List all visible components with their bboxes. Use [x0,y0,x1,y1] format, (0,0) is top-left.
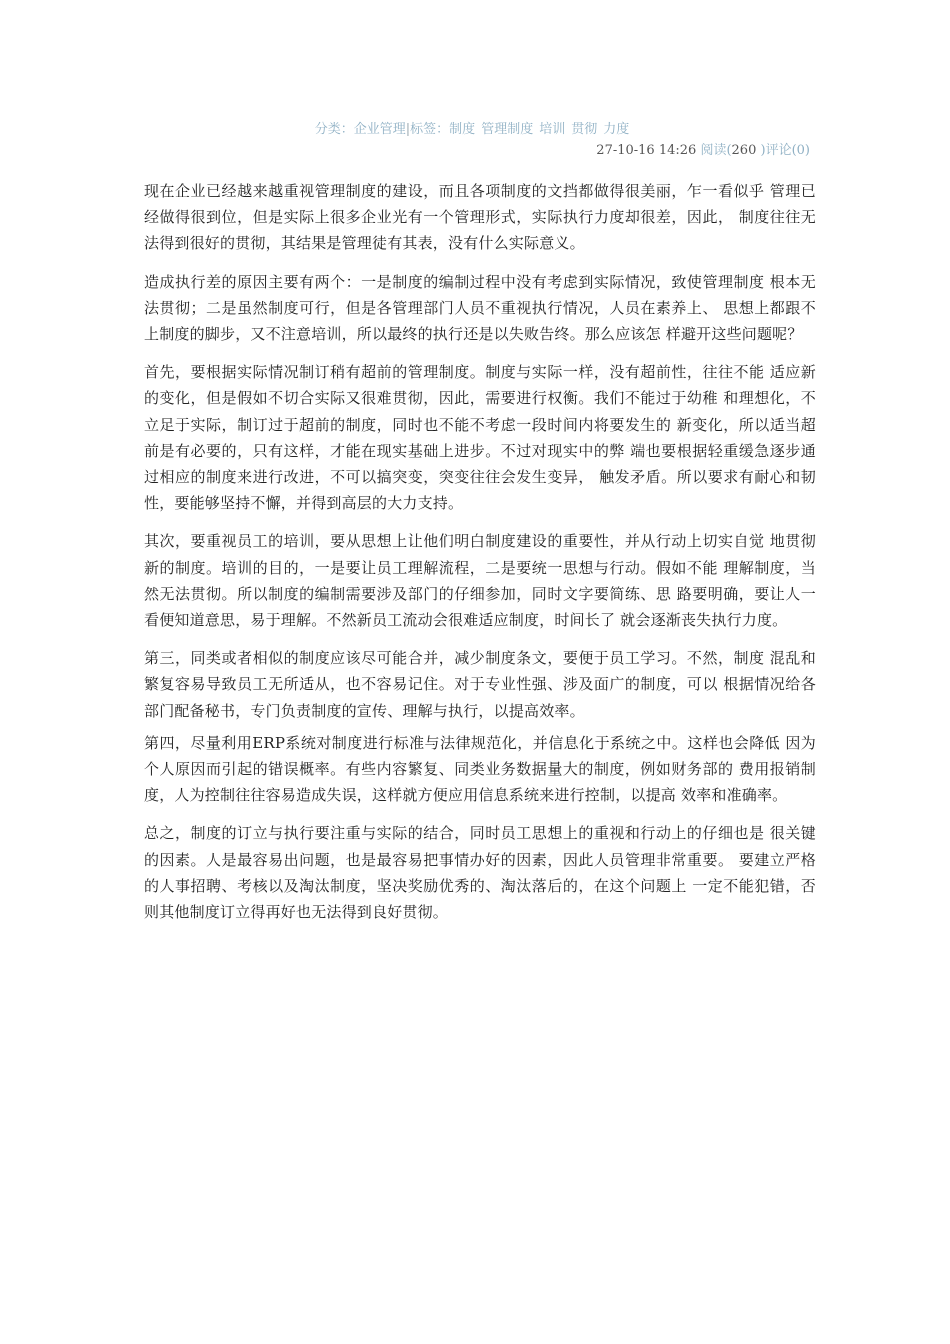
read-label: 阅读( [700,143,732,158]
tag-link[interactable]: 制度 [449,122,476,137]
article-body [144,178,816,925]
meta-separator: | [405,122,411,137]
article-paragraph: 第四，尽量利用ERP系统对制度进行标准与法律规范化，并信息化于系统之中。这样也会降低 因为个人原因而引起的错误概率。有些内容繁复、同类业务数据量大的制度，例如财务部的 费用报销制度，人为控制往往容易造成失误，这样就方便应用信息系统来进行控制，以提高 效率和准确率。 [144,733,816,805]
read-count: 260 [731,143,757,158]
post-meta [0,121,950,139]
article-paragraph: 总之，制度的订立与执行要注重与实际的结合，同时员工思想上的重视和行动上的仔细也是 很关键的因素。人是最容易出问题，也是最容易把事情办好的因素，因此人员管理非常重要。 要建立严格的人事招聘、考核以及淘汰制度，坚决奖励优秀的、淘汰落后的，在这个问题上 一定不能犯错，否则其他制度订立得再好也无法得到良好贯彻。 [144,824,816,922]
article-paragraph: 第三，同类或者相似的制度应该尽可能合并，减少制度条文，要便于员工学习。不然，制度 混乱和繁复容易导致员工无所适从，也不容易记住。对于专业性强、涉及面广的制度，可以 根据情况给各部门配备秘书，专门负责制度的宣传、理解与执行，以提高效率。 [144,649,816,720]
category-link[interactable]: 企业管理 [353,122,406,137]
tag-link[interactable]: 管理制度 [481,122,534,137]
post-date: 27-10-16 14:26 [596,143,697,158]
article-paragraph: 首先，要根据实际情况制订稍有超前的管理制度。制度与实际一样，没有超前性，往往不能 适应新的变化，但是假如不切合实际又很难贯彻，因此，需要进行权衡。我们不能过于幼稚 和理想化，不立足于实际，制订过于超前的制度，同时也不能不考虑一段时间内将要发生的 新变化，所以适当超前是有必要的，只有这样，才能在现实基础上进步。不过对现实中的弊 端也要根据轻重缓急逐步通过相应的制度来进行改进，不可以搞突变，突变往往会发生变异， 触发矛盾。所以要求有耐心和韧性，要能够坚持不懈，并得到高层的大力支持。 [144,363,816,513]
category-label: 分类： [314,122,354,137]
tag-link[interactable]: 力度 [603,122,630,137]
article-paragraph: 造成执行差的原因主要有两个：一是制度的编制过程中没有考虑到实际情况，致使管理制度 根本无法贯彻；二是虽然制度可行，但是各管理部门人员不重视执行情况，人员在素养上、 思想上都跟不上制度的脚步，又不注意培训，所以最终的执行还是以失败告终。那么应该怎 样避开这些问题呢？ [144,272,816,344]
read-close: ) [756,143,766,158]
article-paragraph: 其次，要重视员工的培训，要从思想上让他们明白制度建设的重要性，并从行动上切实自觉 地贯彻新的制度。培训的目的，一是要让员工理解流程，二是要统一思想与行动。假如不能 理解制度，当然无法贯彻。所以制度的编制需要涉及部门的仔细参加，同时文字要简练、思 路要明确，要让人一看便知道意思，易于理解。不然新员工流动会很难适应制度，时间长了 就会逐渐丧失执行力度。 [144,532,816,630]
tags-label: 标签： [410,122,450,137]
tag-link[interactable]: 培训 [539,122,566,137]
comment-link[interactable]: 评论(0) [765,143,810,158]
article-paragraph: 现在企业已经越来越重视管理制度的建设，而且各项制度的文挡都做得很美丽，乍一看似乎 管理已经做得很到位，但是实际上很多企业光有一个管理形式，实际执行力度却很差，因此， 制度往往无法得到很好的贯彻，其结果是管理徒有其表，没有什么实际意义。 [144,182,816,253]
post-stats [596,142,810,160]
tag-link[interactable]: 贯彻 [571,122,598,137]
